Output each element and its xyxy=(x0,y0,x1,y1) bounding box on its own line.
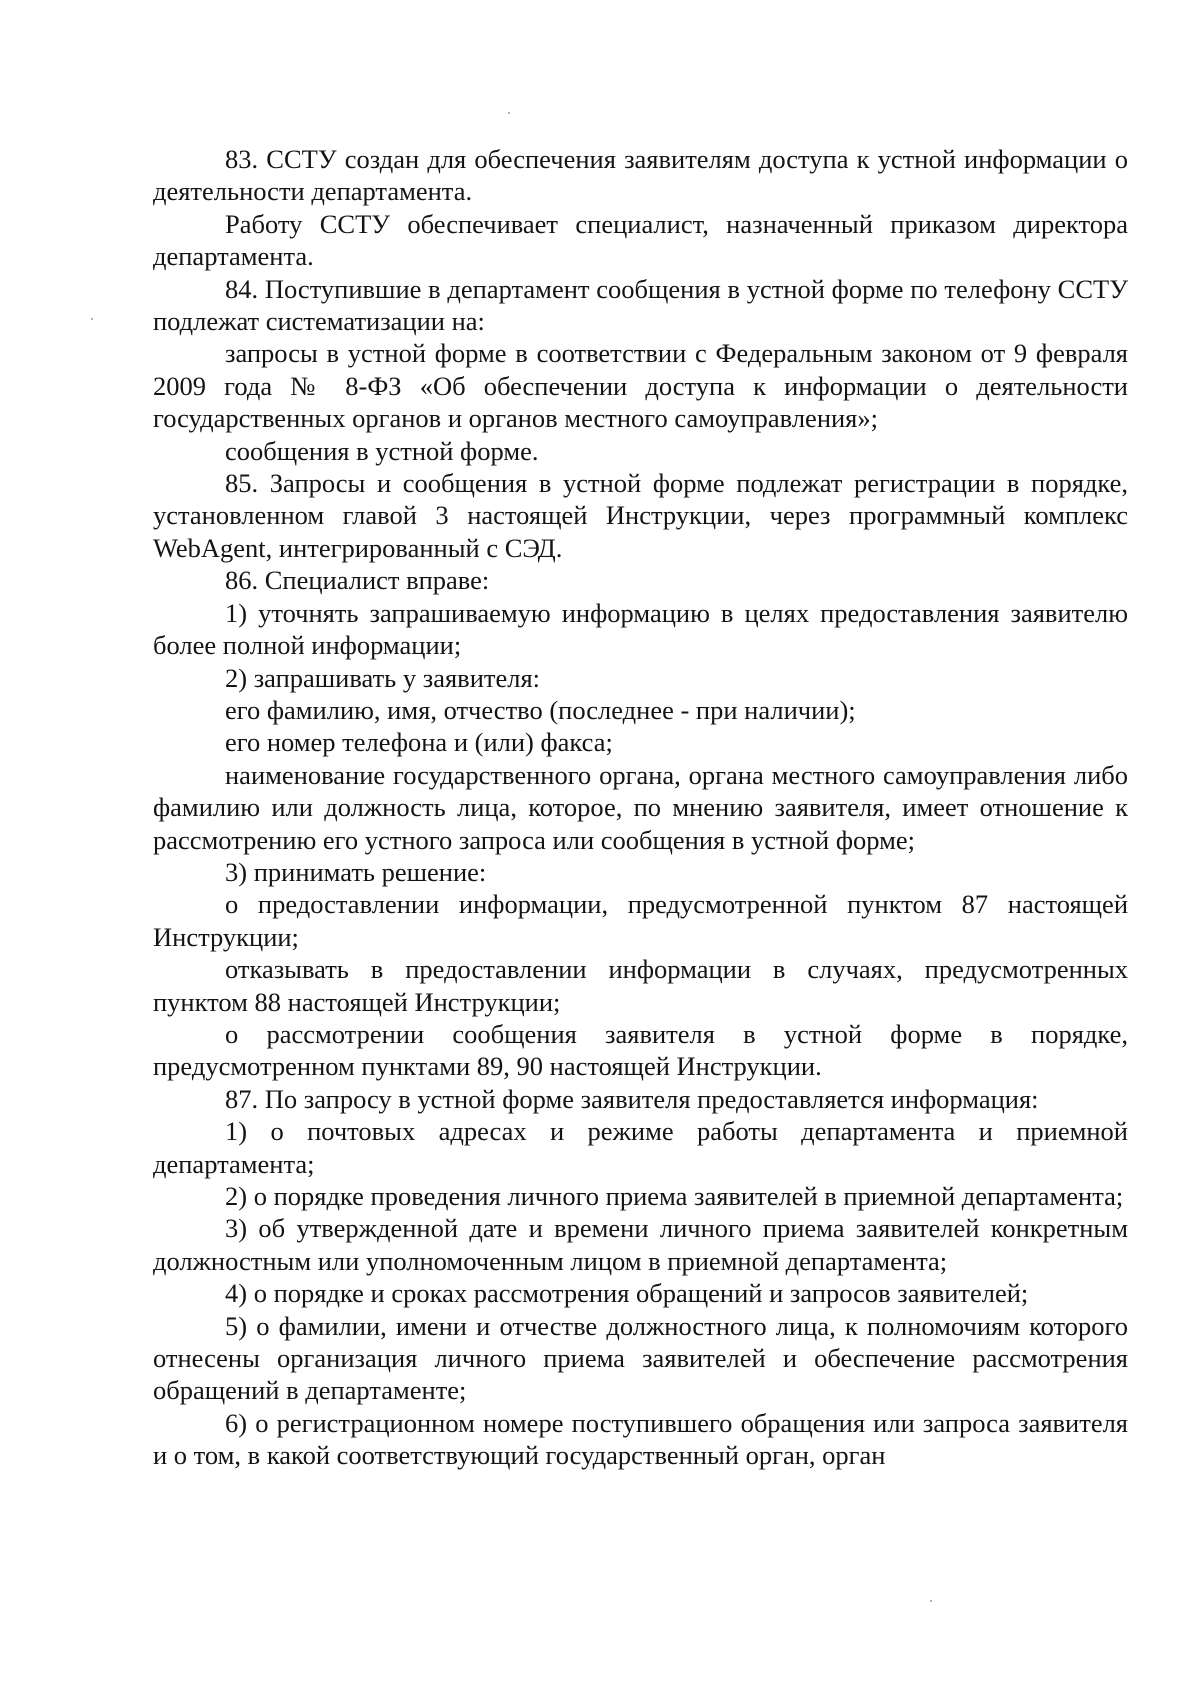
paragraph: 2) о порядке проведения личного приема заявителей в приемной департамента; xyxy=(225,1181,1124,1211)
scan-speck xyxy=(930,1600,932,1602)
paragraph: 86. Специалист вправе: xyxy=(225,565,490,596)
paragraph: его фамилию, имя, отчество (последнее - при наличии); xyxy=(225,694,856,725)
document-body xyxy=(153,143,1128,1472)
paragraph: 6) о регистрационном номере поступившего обращения или запроса заявителя и о том, в какой соответствующий государственный орган, орган xyxy=(153,1407,1128,1471)
paragraph: о рассмотрении сообщения заявителя в устной форме в порядке, предусмотренном пунктами 89, 90 настоящей Инструкции. xyxy=(153,1018,1128,1082)
paragraph: о предоставлении информации, предусмотренной пунктом 87 настоящей Инструкции; xyxy=(153,889,1128,952)
paragraph: 85. Запросы и сообщения в устной форме подлежат регистрации в порядке, установленном главой 3 настоящей Инструкции, через программный комплекс WebAgent, интегрированный с СЭД. xyxy=(153,468,1128,563)
paragraph: 3) принимать решение: xyxy=(225,856,487,887)
paragraph: 87. По запросу в устной форме заявителя предоставляется информация: xyxy=(225,1083,1039,1114)
paragraph: отказывать в предоставлении информации в случаях, предусмотренных пунктом 88 настоящей Инструкции; xyxy=(153,954,1128,1017)
paragraph: 2) запрашивать у заявителя: xyxy=(225,662,540,693)
paragraph: Работу ССТУ обеспечивает специалист, назначенный приказом директора департамента. xyxy=(153,208,1128,272)
paragraph: 1) о почтовых адресах и режиме работы департамента и приемной департамента; xyxy=(153,1116,1128,1179)
paragraph: его номер телефона и (или) факса; xyxy=(225,727,613,758)
paragraph: сообщения в устной форме. xyxy=(225,435,539,466)
scan-speck xyxy=(508,112,510,114)
paragraph: наименование государственного органа, органа местного самоуправления либо фамилию или должность лица, которое, по мнению заявителя, имеет отношение к рассмотрению его устного запроса или сообщения в устной форме; xyxy=(153,759,1128,855)
paragraph: 5) о фамилии, имени и отчестве должностного лица, к полномочиям которого отнесены организация личного приема заявителей и обеспечение рассмотрения обращений в департаменте; xyxy=(153,1310,1128,1406)
paragraph: 83. ССТУ создан для обеспечения заявителям доступа к устной информации о деятельности департамента. xyxy=(153,144,1128,207)
paragraph: 84. Поступившие в департамент сообщения в устной форме по телефону ССТУ подлежат систематизации на: xyxy=(153,273,1128,337)
paragraph: 1) уточнять запрашиваемую информацию в целях предоставления заявителю более полной информации; xyxy=(153,597,1128,661)
paragraph: 3) об утвержденной дате и времени личного приема заявителей конкретным должностным или уполномоченным лицом в приемной департамента; xyxy=(153,1213,1128,1276)
scan-speck xyxy=(91,318,93,320)
paragraph: запросы в устной форме в соответствии с Федеральным законом от 9 февраля 2009 года № 8-ФЗ «Об обеспечении доступа к информации о деятельности государственных органов и органов местного самоуправления»; xyxy=(153,338,1128,434)
paragraph: 4) о порядке и сроках рассмотрения обращений и запросов заявителей; xyxy=(225,1278,1029,1309)
